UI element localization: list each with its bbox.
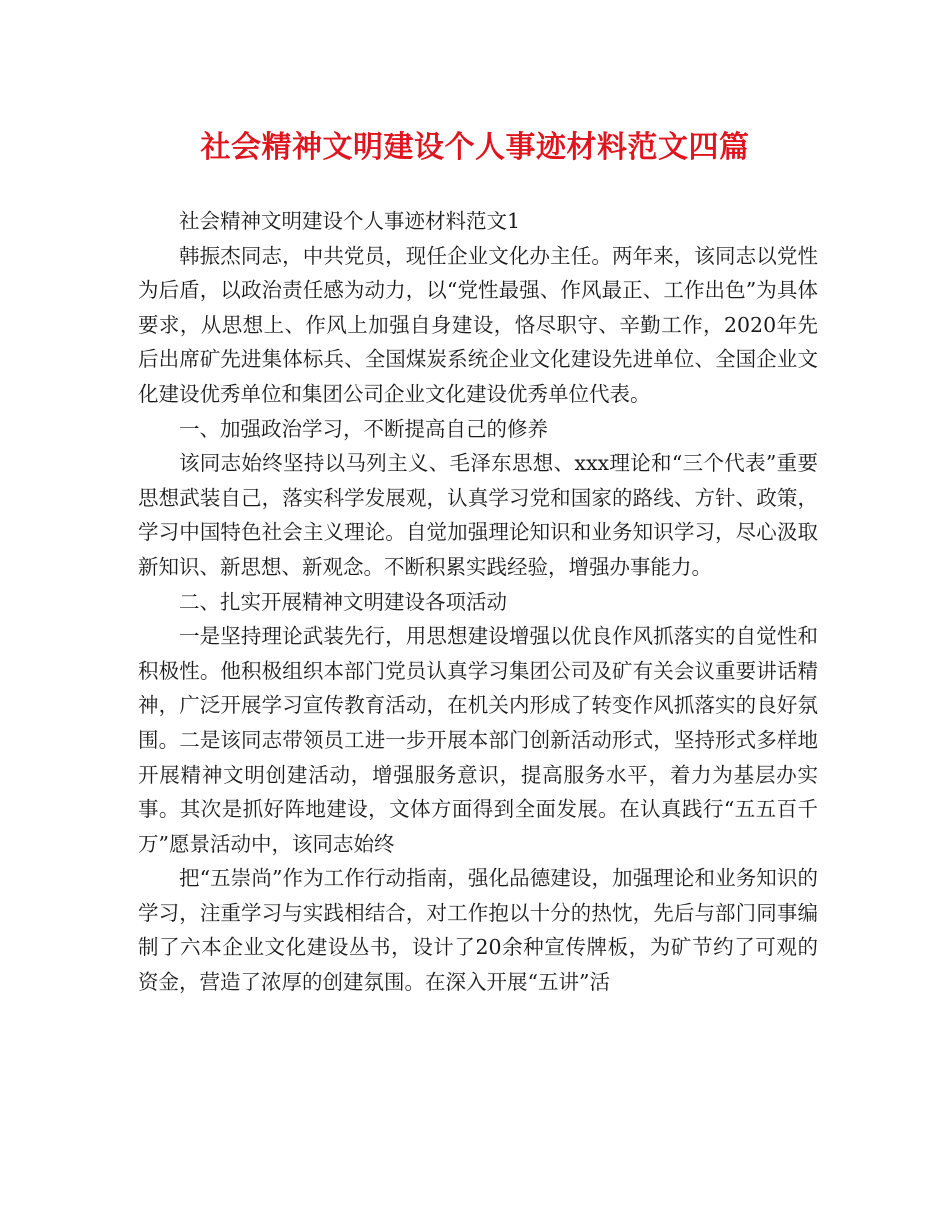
- paragraph-subtitle: 社会精神文明建设个人事迹材料范文1: [179, 209, 521, 233]
- paragraph: 把“五崇尚”作为工作行动指南，强化品德建设，加强理论和业务知识的学习，注重学习与实践相结合，对工作抱以十分的热忱，先后与部门同事编制了六本企业文化建设丛书，设计了20余种宣传牌板，为矿节约了可观的资金，营造了浓厚的创建氛围。在深入开展“五讲”活: [138, 866, 818, 995]
- paragraph: 韩振杰同志，中共党员，现任企业文化办主任。两年来，该同志以党性为后盾，以政治责任感为动力，以“党性最强、作风最正、工作出色”为具体要求，从思想上、作风上加强自身建设，恪尽职守、辛勤工作，2020年先后出席矿先进集体标兵、全国煤炭系统企业文化建设先进单位、全国企业文化建设优秀单位和集团公司企业文化建设优秀单位代表。: [138, 243, 818, 406]
- paragraph: 该同志始终坚持以马列主义、毛泽东思想、xxx理论和“三个代表”重要思想武装自己，落实科学发展观，认真学习党和国家的路线、方针、政策，学习中国特色社会主义理论。自觉加强理论知识和业务知识学习，尽心汲取新知识、新思想、新观念。不断积累实践经验，增强办事能力。: [138, 451, 818, 579]
- section-heading: 一、加强政治学习，不断提高自己的修养: [179, 416, 548, 441]
- document-title: 社会精神文明建设个人事迹材料范文四篇: [200, 130, 750, 165]
- paragraph: 一是坚持理论武装先行，用思想建设增强以优良作风抓落实的自觉性和积极性。他积极组织本部门党员认真学习集团公司及矿有关会议重要讲话精神，广泛开展学习宣传教育活动，在机关内形成了转变作风抓落实的良好氛围。二是该同志带领员工进一步开展本部门创新活动形式，坚持形式多样地开展精神文明创建活动，增强服务意识，提高服务水平，着力为基层办实事。其次是抓好阵地建设，文体方面得到全面发展。在认真践行“五五百千万”愿景活动中，该同志始终: [138, 624, 818, 856]
- section-heading: 二、扎实开展精神文明建设各项活动: [179, 589, 507, 614]
- document-body: [138, 204, 818, 1000]
